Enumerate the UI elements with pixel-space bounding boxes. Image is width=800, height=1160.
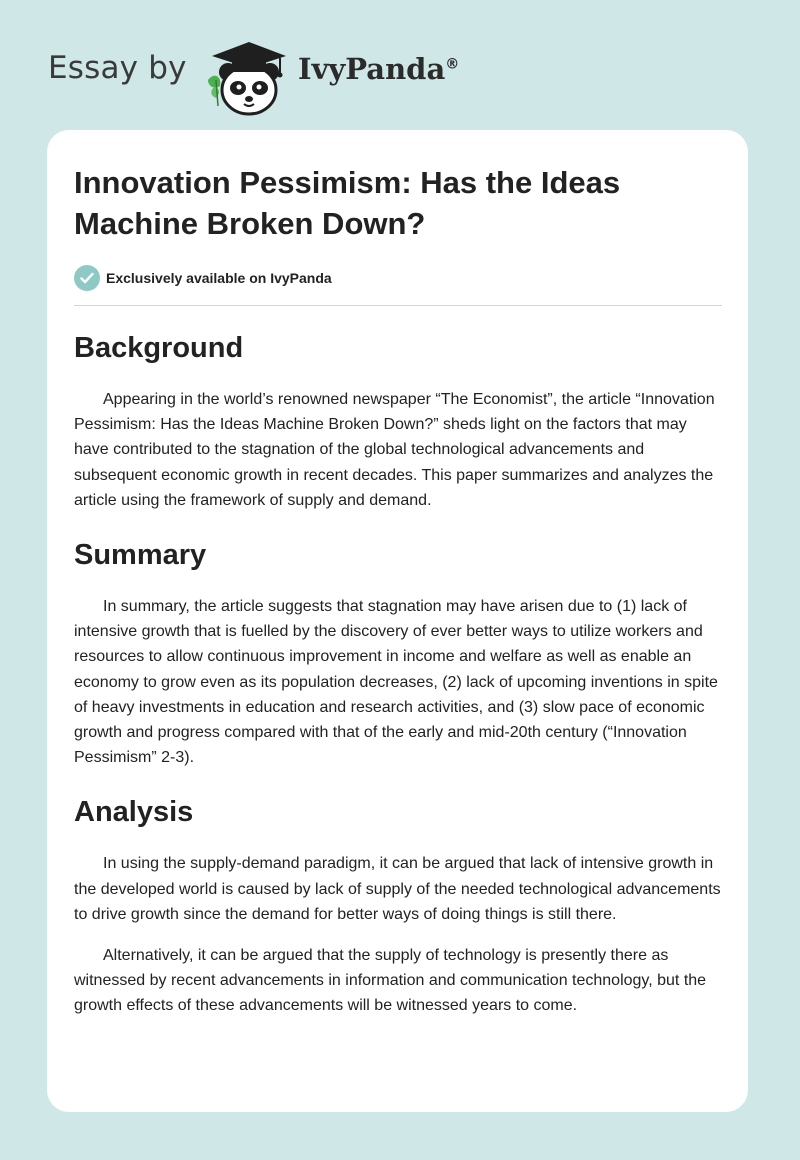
brand-text: IvyPanda: [298, 52, 446, 86]
section-heading-summary: Summary: [74, 539, 207, 572]
exclusive-badge-label: Exclusively available on IvyPanda: [106, 270, 332, 286]
section-heading-analysis: Analysis: [74, 796, 194, 829]
exclusive-badge: [74, 264, 724, 292]
paragraph: Alternatively, it can be argued that the supply of technology is presently there as witnessed by recent advancements in information and communication technology, but the growth effects of these advancements will be witnessed years to come.: [74, 947, 707, 1015]
paragraph: In summary, the article suggests that stagnation may have arisen due to (1) lack of intensive growth that is fuelled by the discovery of ever better ways to utilize workers and resources to allow continuous improvement in income and welfare as well as enable an economy to grow even as its population decreases, (2) lack of upcoming inventions in spite of heavy investments in education and research activities, and (3) slow pace of economic growth and progress compared with that of the early and mid-20th century (“Innovation Pessimism” 2-3).: [74, 598, 718, 767]
essay-content: [74, 162, 724, 1019]
checkmark-icon: [74, 265, 100, 291]
essay-title: Innovation Pessimism: Has the Ideas Machine Broken Down?: [74, 165, 621, 241]
paragraph: In using the supply-demand paradigm, it can be argued that lack of intensive growth in the developed world is caused by lack of supply of the needed technological advancements to drive growth since the demand for better ways of doing things is still there.: [74, 855, 721, 923]
section-heading-background: Background: [74, 332, 244, 364]
paragraph: Appearing in the world’s renowned newspaper “The Economist”, the article “Innovation Pessimism: Has the Ideas Machine Broken Down?” sheds light on the factors that may have contributed to the stagnation of the global technological advancements and subsequent economic growth in recent decades. This paper summarizes and analyzes the article using the framework of supply and demand.: [74, 391, 715, 509]
brand-name[interactable]: [298, 52, 459, 86]
registered-mark: ®: [445, 56, 460, 73]
title-divider: [74, 305, 722, 306]
site-header: [48, 30, 748, 120]
essay-by-label: Essay by: [48, 50, 187, 86]
ivypanda-logo-icon[interactable]: [200, 36, 290, 118]
essay-card: [47, 130, 748, 1112]
